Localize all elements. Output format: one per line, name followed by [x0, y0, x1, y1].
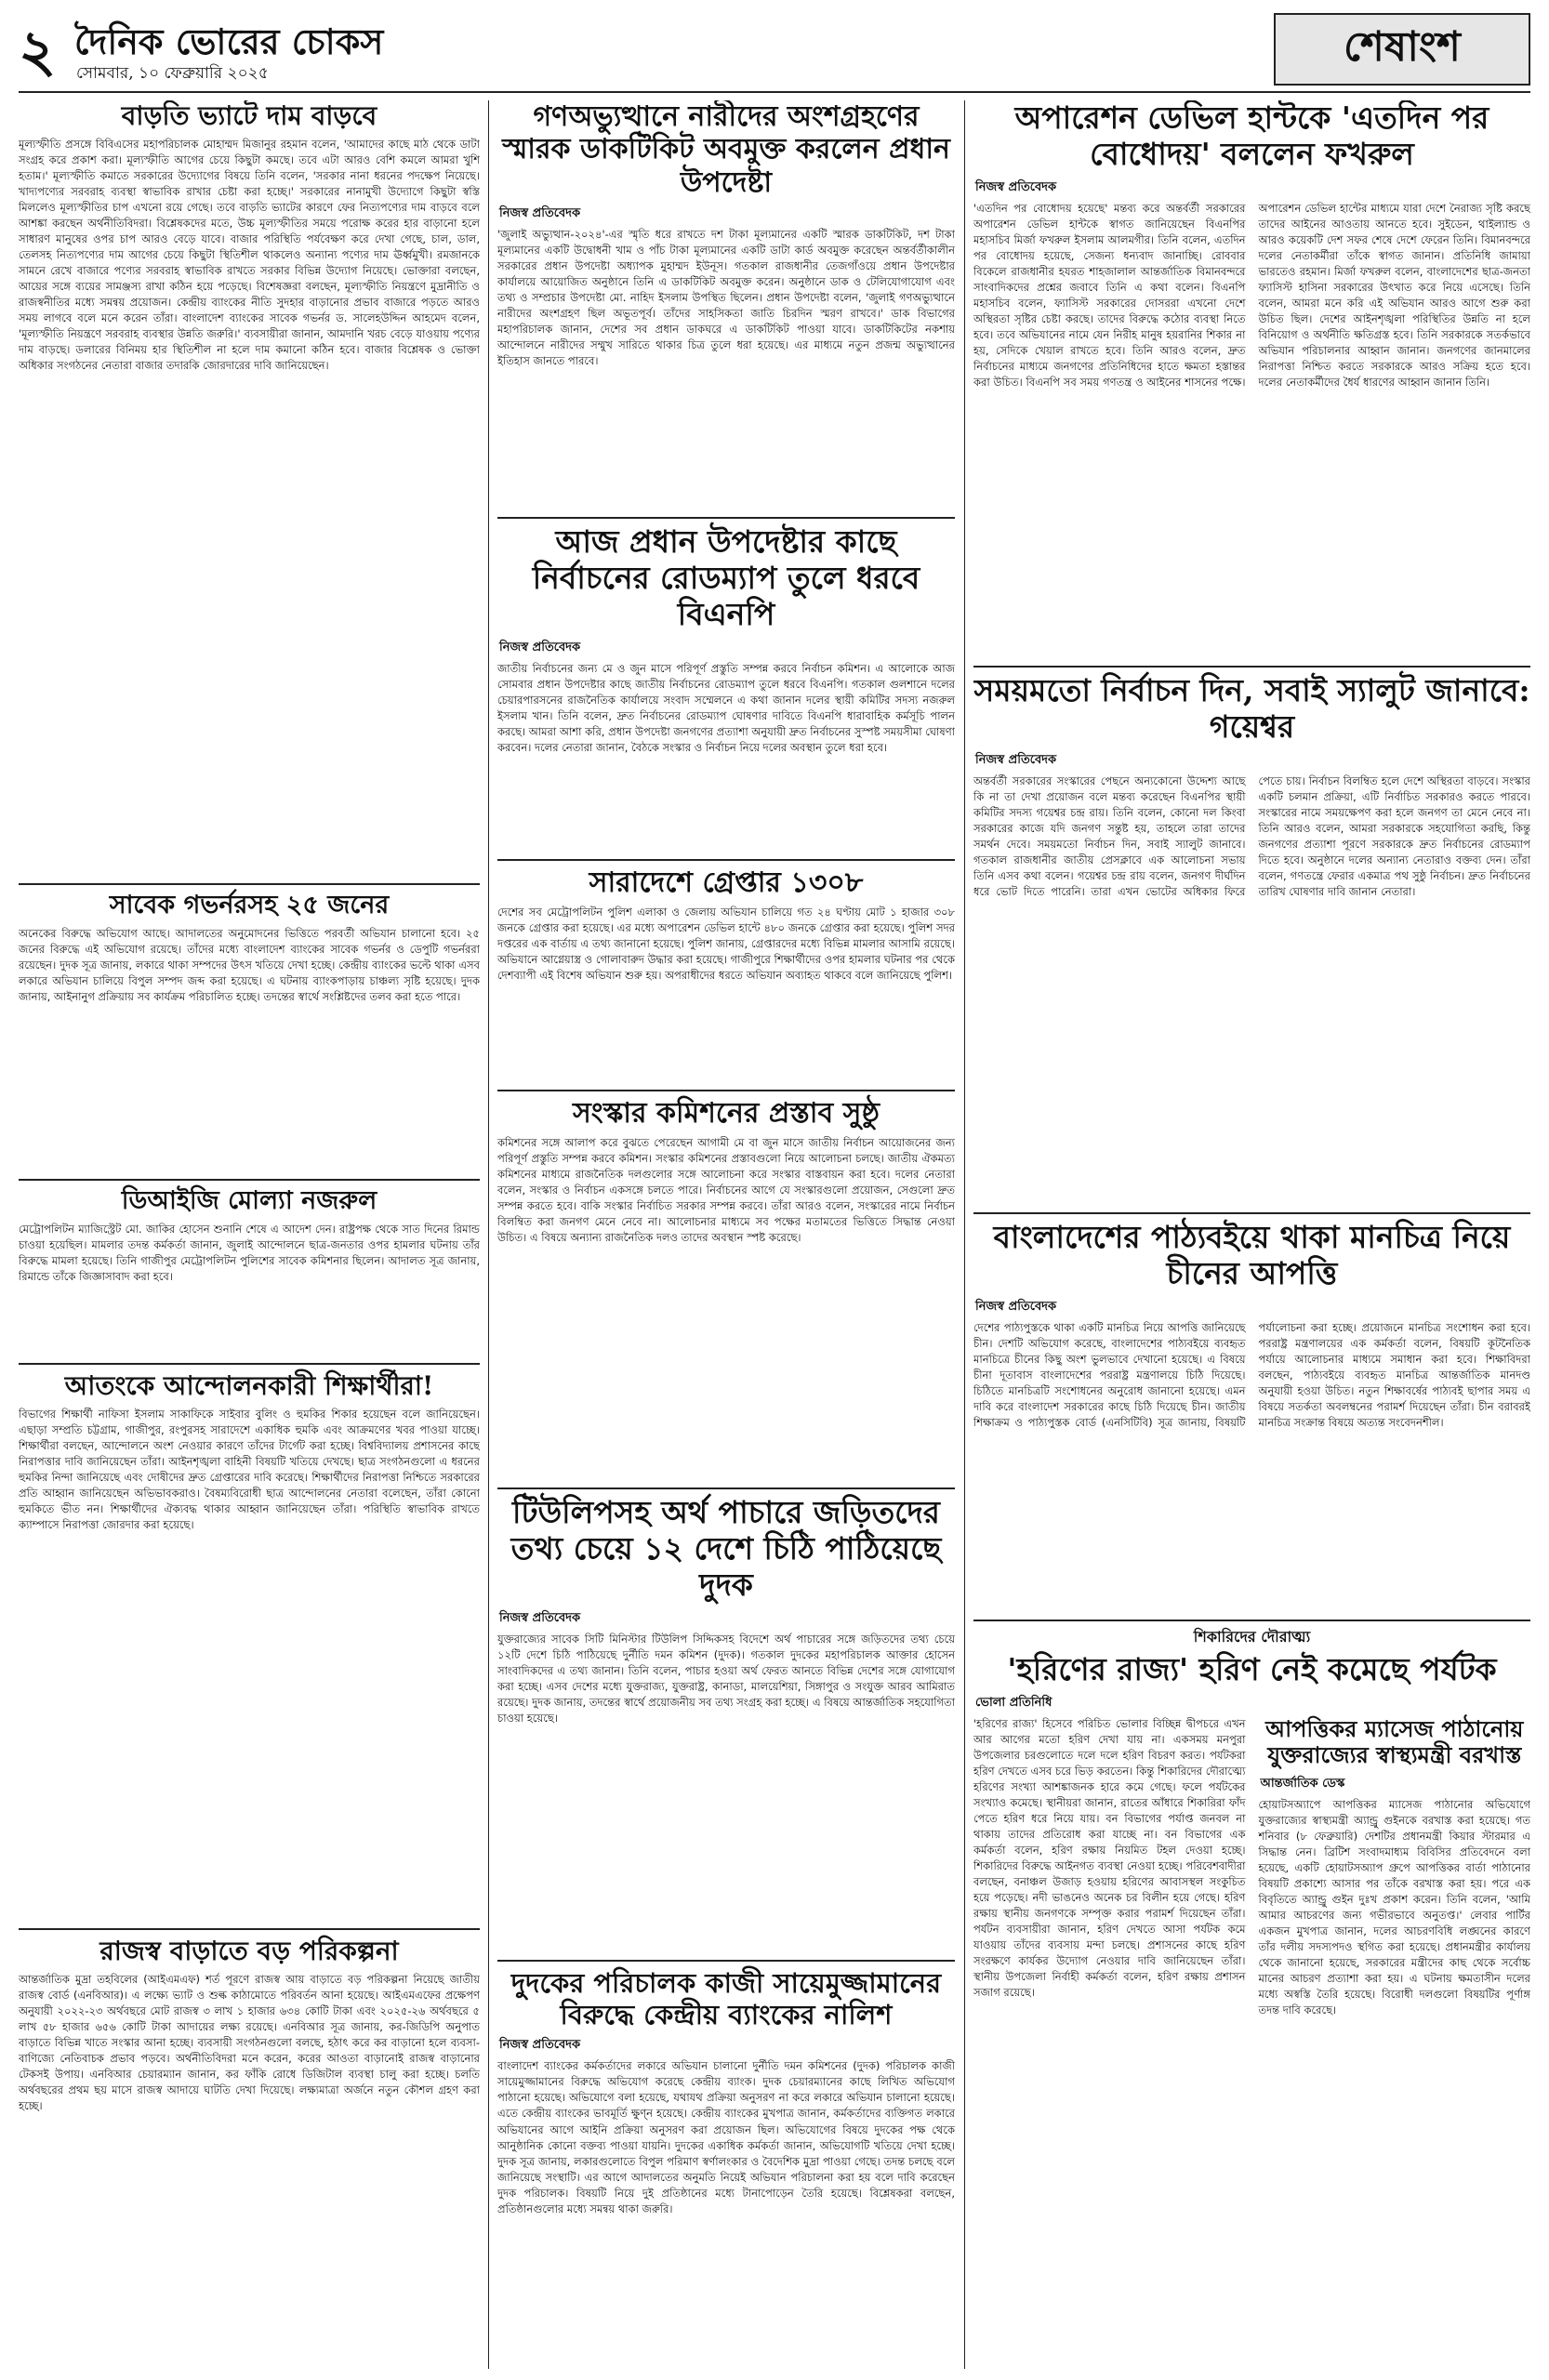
- byline-devil-hunt: নিজস্ব প্রতিবেদক: [975, 179, 1057, 194]
- headline-vat: বাড়তি ভ্যাটে দাম বাড়বে: [121, 100, 377, 131]
- byline-roadmap: নিজস্ব প্রতিবেদক: [499, 640, 581, 654]
- article-election: [973, 666, 1530, 1205]
- article-governor: [19, 883, 480, 1171]
- article-roadmap: [497, 517, 955, 852]
- headline-map: বাংলাদেশের পাঠ্যবইয়ে থাকা মানচিত্র নিয়ে চীনের আপত্তি: [993, 1219, 1511, 1291]
- byline-election: নিজস্ব প্রতিবেদক: [975, 752, 1057, 767]
- publication-date: সোমবার, ১০ ফেব্রুয়ারি ২০২৫: [76, 64, 269, 83]
- divider: [497, 1090, 955, 1091]
- byline-map: নিজস্ব প্রতিবেদক: [975, 1299, 1057, 1314]
- column-divider-1: [488, 100, 489, 2369]
- body-devil-hunt: 'এতদিন পর বোধোদয় হয়েছে' মন্তব্য করে অন্তর্বর্তী সরকারের অপারেশন ডেভিল হান্টকে স্বাগত জানিয়েছেন বিএনপির মহাসচিব মির্জা ফখরুল ইসলাম আলমগীর। তিনি বলেন, এতদিন পর বোধোদয় হয়েছে, সেজন্য ধন্যবাদ জানাচ্ছি। রোববার বিকেলে রাজধানীর হযরত শাহজালাল আন্তর্জাতিক বিমানবন্দরে সাংবাদিকদের প্রশ্নের জবাবে তিনি এ কথা বলেন। বিএনপি মহাসচিব বলেন, ফ্যাসিস্ট সরকারের দোসররা এখনো দেশে অস্থিরতা সৃষ্টির চেষ্টা করছে। তাদের বিরুদ্ধে কঠোর ব্যবস্থা নিতে হবে। তবে অভিযানের নামে যেন নিরীহ মানুষ হয়রানির শিকার না হয়, সেদিকে খেয়াল রাখতে হবে। তিনি আরও বলেন, দ্রুত নির্বাচনের মাধ্যমে জনগণের প্রতিনিধিদের হাতে ক্ষমতা হস্তান্তর করা উচিত। বিএনপি সব সময় গণতন্ত্র ও আইনের শাসনের পক্ষে। অপারেশন ডেভিল হান্টের মাধ্যমে যারা দেশে নৈরাজ্য সৃষ্টি করছে তাদের আইনের আওতায় আনতে হবে। সুইডেন, থাইল্যান্ড ও আরও কয়েকটি দেশ সফর শেষে দেশে ফেরেন তিনি। বিমানবন্দরে দলের নেতাকর্মীরা তাঁকে স্বাগত জানান। প্রতিনিধি জামায়া ভারতেও রহমান। মির্জা ফখরুল বলেন, বাংলাদেশের ছাত্র-জনতা ফ্যাসিস্ট হাসিনা সরকারের উৎখাত করে নিয়ে এসেছে। তিনি বলেন, আমরা মনে করি এই অভিযান আরও আগে শুরু করা উচিত ছিল। দেশের আইনশৃঙ্খলা পরিস্থিতির উন্নতি না হলে বিনিয়োগ ও অর্থনীতি ক্ষতিগ্রস্ত হবে। তিনি সরকারকে সতর্কভাবে অভিযান পরিচালনার আহ্বান জানান। জনগণের জানমালের নিরাপত্তা নিশ্চিত করতে সরকারকে আরও সক্রিয় হতে হবে। দলের নেতাকর্মীদের ধৈর্য ধারণের আহ্বান জানান তিনি।: [973, 201, 1530, 390]
- headline-uk-minister: আপত্তিকর ম্যাসেজ পাঠানোয় যুক্তরাজ্যের স্বাস্থ্যমন্ত্রী বরখাস্ত: [1265, 1714, 1524, 1769]
- article-women: [497, 100, 955, 509]
- headline-governor: সাবেক গভর্নরসহ ২৫ জনের: [109, 891, 390, 919]
- body-tulip: যুক্তরাজ্যের সাবেক সিটি মিনিস্টার টিউলিপ সিদ্দিকসহ বিদেশে অর্থ পাচারের সঙ্গে জড়িতদের তথ্য চেয়ে ১২টি দেশে চিঠি পাঠিয়েছে দুর্নীতি দমন কমিশন (দুদক)। গতকাল দুদকের মহাপরিচালক আক্তার হোসেন সাংবাদিকদের এ তথ্য জানান। তিনি বলেন, পাচার হওয়া অর্থ ফেরত আনতে বিভিন্ন দেশের সঙ্গে যোগাযোগ করা হচ্ছে। এসব দেশের মধ্যে যুক্তরাজ্য, যুক্তরাষ্ট্র, কানাডা, মালয়েশিয়া, সিঙ্গাপুর ও সংযুক্ত আরব আমিরাত রয়েছে। দুদক জানায়, তদন্তের স্বার্থে প্রয়োজনীয় সব তথ্য সংগ্রহ করা হচ্ছে। এ বিষয়ে আন্তর্জাতিক সহযোগিতা চাওয়া হয়েছে।: [497, 1632, 955, 1725]
- headline-election: সময়মতো নির্বাচন দিন, সবাই স্যালুট জানাবে: গয়েশ্বর: [973, 672, 1530, 745]
- column-divider-2: [964, 100, 965, 2369]
- body-students: বিভাগের শিক্ষার্থী নাফিসা ইসলাম সাকাফিকে সাইবার বুলিং ও হুমকির শিকার হয়েছেন বলে জানিয়েছেন। এছাড়া সম্প্রতি চট্টগ্রাম, গাজীপুর, রংপুরসহ সারাদেশে একাধিক হুমকি এবং আক্রমণের খবর পাওয়া যাচ্ছে। শিক্ষার্থীরা বলছেন, আন্দোলনে অংশ নেওয়ার কারণে তাঁদের টার্গেট করা হচ্ছে। বিশ্ববিদ্যালয় প্রশাসনের কাছে নিরাপত্তার দাবি জানিয়েছেন তাঁরা। আইনশৃঙ্খলা বাহিনী বিষয়টি খতিয়ে দেখছে। ছাত্র সংগঠনগুলো এ ধরনের হুমকির নিন্দা জানিয়েছে এবং দোষীদের দ্রুত গ্রেপ্তারের দাবি করেছে। শিক্ষার্থীদের নিরাপত্তা নিশ্চিতে সরকারের প্রতি আহ্বান জানিয়েছেন অভিভাবকরাও। বৈষম্যবিরোধী ছাত্র আন্দোলনের নেতারা বলেছেন, তাঁরা কোনো হুমকিতে ভীত নন। শিক্ষার্থীদের ঐক্যবদ্ধ থাকার আহ্বান জানিয়েছেন তাঁরা। পরিস্থিতি স্বাভাবিক রাখতে ক্যাম্পাসে নিরাপত্তা জোরদার করা হয়েছে।: [19, 1408, 480, 1532]
- headline-acc-court: দুদকের পরিচালক কাজী সায়েমুজ্জামানের বিরুদ্ধে কেন্দ্রীয় ব্যাংকের নালিশ: [510, 1967, 942, 2031]
- body-arrest: দেশের সব মেট্রোপলিটন পুলিশ এলাকা ও জেলায় অভিযান চালিয়ে গত ২৪ ঘণ্টায় মোট ১ হাজার ৩০৮ জনকে গ্রেপ্তার করা হয়েছে। এর মধ্যে অপারেশন ডেভিল হান্টে ৪৮০ জনকে গ্রেপ্তার করা হয়েছে। পুলিশ সদর দপ্তরের এক বার্তায় এ তথ্য জানানো হয়েছে। পুলিশ জানায়, গ্রেপ্তারদের মধ্যে বিভিন্ন মামলার আসামি রয়েছে। অভিযানে আগ্নেয়াস্ত্র ও গোলাবারুদ উদ্ধার করা হয়েছে। গাজীপুরে শিক্ষার্থীদের ওপর হামলার ঘটনার পর থেকে দেশব্যাপী এই বিশেষ অভিযান শুরু হয়। অপরাধীদের ধরতে অভিযান অব্যাহত থাকবে বলে জানিয়েছে পুলিশ।: [497, 906, 955, 983]
- byline-uk-minister: আন্তর্জাতিক ডেস্ক: [1260, 1776, 1345, 1791]
- divider: [497, 1488, 955, 1489]
- divider: [19, 883, 480, 885]
- body-dig: মেট্রোপলিটন ম্যাজিস্ট্রেট মো. জাকির হোসেন শুনানি শেষে এ আদেশ দেন। রাষ্ট্রপক্ষ থেকে সাত দিনের রিমান্ড চাওয়া হয়েছিল। মামলার তদন্ত কর্মকর্তা জানান, জুলাই আন্দোলনে ছাত্র-জনতার ওপর হামলার ঘটনায় তাঁর বিরুদ্ধে মামলা হয়েছে। তিনি গাজীপুর মেট্রোপলিটন পুলিশের সাবেক কমিশনার ছিলেন। আদালত সূত্র জানায়, রিমান্ডে তাঁকে জিজ্ঞাসাবাদ করা হবে।: [19, 1222, 480, 1283]
- body-roadmap: জাতীয় নির্বাচনের জন্য মে ও জুন মাসে পরিপূর্ণ প্রস্তুতি সম্পন্ন করবে নির্বাচন কমিশন। এ আলোকে আজ সোমবার প্রধান উপদেষ্টার কাছে জাতীয় নির্বাচনের রোডম্যাপ তুলে ধরবে বিএনপি। গতকাল গুলশানে দলের চেয়ারপারসনের রাজনৈতিক কার্যালয়ে সংবাদ সম্মেলনে এ কথা জানান দলের স্থায়ী কমিটির সদস্য নজরুল ইসলাম খান। তিনি বলেন, দ্রুত নির্বাচনের রোডম্যাপ ঘোষণার দাবিতে বিএনপি ধারাবাহিক কর্মসূচি পালন করছে। আমরা আশা করি, প্রধান উপদেষ্টা জনগণের প্রত্যাশা অনুযায়ী দ্রুত নির্বাচনের সুস্পষ্ট সময়সীমা ঘোষণা করবেন। দলের নেতারা জানান, বৈঠকে সংস্কার ও নির্বাচন নিয়ে দলের অবস্থান তুলে ধরা হবে।: [497, 661, 955, 754]
- headline-roadmap: আজ প্রধান উপদেষ্টার কাছে নির্বাচনের রোডম্যাপ তুলে ধরবে বিএনপি: [532, 523, 920, 632]
- divider: [19, 1928, 480, 1930]
- headline-tulip: টিউলিপসহ অর্থ পাচারে জড়িতদের তথ্য চেয়ে ১২ দেশে চিঠি পাঠিয়েছে দুদক: [510, 1494, 942, 1603]
- article-uk-minister: [1259, 1716, 1531, 2018]
- byline-deer: ভোলা প্রতিনিধি: [975, 1695, 1053, 1710]
- headline-women: গণঅভ্যুত্থানে নারীদের অংশগ্রহণের স্মারক ডাকটিকিট অবমুক্ত করলেন প্রধান উপদেষ্টা: [502, 100, 950, 199]
- kicker-deer: শিকারিদের দৌরাত্ম্য: [1193, 1628, 1311, 1646]
- byline-tulip: নিজস্ব প্রতিবেদক: [499, 1610, 581, 1625]
- body-uk-minister: হোয়াটসঅ্যাপে আপত্তিকর ম্যাসেজ পাঠানোর অভিযোগে যুক্তরাজ্যের স্বাস্থ্যমন্ত্রী অ্যান্ড্রু গুইনকে বরখাস্ত করা হয়েছে। গত শনিবার (৮ ফেব্রুয়ারি) দেশটির প্রধানমন্ত্রী কিয়ার স্টারমার এ সিদ্ধান্ত নেন। ব্রিটিশ সংবাদমাধ্যম বিবিসির প্রতিবেদনে বলা হয়েছে, একটি হোয়াটসঅ্যাপ গ্রুপে আপত্তিকর বার্তা পাঠানোর বিষয়টি প্রকাশ্যে আসার পর তাঁকে বরখাস্ত করা হয়। পরে এক বিবৃতিতে অ্যান্ড্রু গুইন দুঃখ প্রকাশ করেন। তিনি বলেন, 'আমি আমার আচরণের জন্য গভীরভাবে অনুতপ্ত।' লেবার পার্টির একজন মুখপাত্র জানান, দলের আচরণবিধি লঙ্ঘনের কারণে তাঁর দলীয় সদস্যপদও স্থগিত করা হয়েছে। প্রধানমন্ত্রীর কার্যালয় থেকে জানানো হয়েছে, সরকারের মন্ত্রীদের কাছ থেকে সর্বোচ্চ মানের আচরণ প্রত্যাশা করা হয়। এ ঘটনায় ক্ষমতাসীন দলের মধ্যে অস্বস্তি তৈরি হয়েছে। বিরোধী দলগুলো বিষয়টির পূর্ণাঙ্গ তদন্ত দাবি করেছে।: [1258, 1797, 1530, 2016]
- article-dig: [19, 1179, 480, 1355]
- headline-revenue: রাজস্ব বাড়াতে বড় পরিকল্পনা: [99, 1936, 399, 1966]
- headline-arrest: সারাদেশে গ্রেপ্তার ১৩০৮: [589, 866, 864, 899]
- byline-women: নিজস্ব প্রতিবেদক: [499, 206, 581, 221]
- body-acc-court: বাংলাদেশ ব্যাংকের কর্মকর্তাদের লকারে অভিযান চালানো দুর্নীতি দমন কমিশনের (দুদক) পরিচালক কাজী সায়েমুজ্জামানের বিরুদ্ধে অভিযোগ করেছে কেন্দ্রীয় ব্যাংক। দুদক চেয়ারম্যানের কাছে লিখিত অভিযোগ পাঠানো হয়েছে। অভিযোগে বলা হয়েছে, যথাযথ প্রক্রিয়া অনুসরণ না করে লকারে অভিযান চালানো হয়েছে। এতে কেন্দ্রীয় ব্যাংকের ভাবমূর্তি ক্ষুণ্ন হয়েছে। কেন্দ্রীয় ব্যাংকের মুখপাত্র জানান, কর্মকর্তাদের ব্যক্তিগত লকারে অভিযানের আগে আইনি প্রক্রিয়া অনুসরণ করা প্রয়োজন ছিল। অভিযোগের বিষয়ে দুদকের পক্ষ থেকে আনুষ্ঠানিক কোনো বক্তব্য পাওয়া যায়নি। দুদকের একাধিক কর্মকর্তা জানান, অভিযোগটি খতিয়ে দেখা হচ্ছে। দুদক সূত্র জানায়, লকারগুলোতে বিপুল পরিমাণ স্বর্ণালংকার ও বৈদেশিক মুদ্রা পাওয়া গেছে। তদন্ত চলছে বলে জানিয়েছে সংস্থাটি। এর আগে আদালতের অনুমতি নিয়েই অভিযান পরিচালনা করা হয় বলে দাবি করেছেন দুদক পরিচালক। বিষয়টি নিয়ে দুই প্রতিষ্ঠানের মধ্যে টানাপোড়েন তৈরি হয়েছে। বিশ্লেষকরা বলছেন, প্রতিষ্ঠানগুলোর মধ্যে সমন্বয় থাকা জরুরি।: [497, 2059, 955, 2215]
- article-reform: [497, 1090, 955, 1480]
- divider: [497, 517, 955, 519]
- article-tulip: [497, 1488, 955, 1952]
- body-revenue: আন্তর্জাতিক মুদ্রা তহবিলের (আইএমএফ) শর্ত পূরণে রাজস্ব আয় বাড়াতে বড় পরিকল্পনা নিয়েছে জাতীয় রাজস্ব বোর্ড (এনবিআর)। এ লক্ষ্যে ভ্যাট ও শুল্ক কাঠামোতে পরিবর্তন আনা হয়েছে। আইএমএফের প্রক্ষেপণ অনুযায়ী ২০২২-২৩ অর্থবছরে মোট রাজস্ব ৩ লাখ ১ হাজার ৬৩৪ কোটি টাকা এবং ২০২৫-২৬ অর্থবছরে ৫ লাখ ৫৮ হাজার ৬৫৬ কোটি টাকা আদায়ের লক্ষ্য রয়েছে। এনবিআর সূত্র জানায়, কর-জিডিপি অনুপাত বাড়াতে বিভিন্ন খাতে সংস্কার আনা হচ্ছে। ব্যবসায়ী সংগঠনগুলো বলছে, হঠাৎ করে কর বাড়ানো হলে ব্যবসা-বাণিজ্যে নেতিবাচক প্রভাব পড়বে। অর্থনীতিবিদরা মনে করেন, করের আওতা বাড়ানোই রাজস্ব বাড়ানোর টেকসই উপায়। এনবিআর চেয়ারম্যান জানান, কর ফাঁকি রোধে ডিজিটাল ব্যবস্থা চালু করা হচ্ছে। চলতি অর্থবছরের প্রথম ছয় মাসে রাজস্ব আদায়ে ঘাটতি দেখা দিয়েছে। লক্ষ্যমাত্রা অর্জনে নতুন কৌশল গ্রহণ করা হচ্ছে।: [19, 1973, 480, 2113]
- article-deer: [973, 1620, 1530, 2365]
- article-revenue: [19, 1928, 480, 2365]
- article-map: [973, 1212, 1530, 1612]
- article-devil-hunt: [973, 100, 1530, 658]
- body-election: অন্তর্বর্তী সরকারের সংস্কারের পেছনে অন্যকোনো উদ্দেশ্য আছে কি না তা দেখা প্রয়োজন বলে মন্তব্য করেছেন বিএনপির স্থায়ী কমিটির সদস্য গয়েশ্বর চন্দ্র রায়। তিনি বলেন, কোনো দল কিংবা সরকারের কাজে যদি জনগণ সন্তুষ্ট হয়, তাহলে তারা তাদের সমর্থন দেবে। সময়মতো নির্বাচন দিন, সবাই স্যালুট জানাবে। গতকাল রাজধানীর জাতীয় প্রেসক্লাবে এক আলোচনা সভায় তিনি এসব কথা বলেন। গয়েশ্বর চন্দ্র রায় বলেন, জনগণ দীর্ঘদিন ধরে ভোট দিতে পারেনি। তারা এখন ভোটের অধিকার ফিরে পেতে চায়। নির্বাচন বিলম্বিত হলে দেশে অস্থিরতা বাড়বে। সংস্কার একটি চলমান প্রক্রিয়া, এটি নির্বাচিত সরকারও করতে পারবে। সংস্কারের নামে সময়ক্ষেপণ করা হলে জনগণ তা মেনে নেবে না। তিনি আরও বলেন, আমরা সরকারকে সহযোগিতা করছি, কিন্তু জনগণের প্রত্যাশা পূরণে সরকারকে দ্রুত নির্বাচনের রোডম্যাপ দিতে হবে। অনুষ্ঠানে দলের অন্যান্য নেতারাও বক্তব্য দেন। তাঁরা বলেন, গণতন্ত্রে ফেরার একমাত্র পথ সুষ্ঠু নির্বাচন। দ্রুত নির্বাচনের তারিখ ঘোষণার দাবি জানান নেতারা।: [973, 774, 1530, 898]
- headline-students: আতংকে আন্দোলনকারী শিক্ষার্থীরা!: [64, 1370, 434, 1401]
- divider: [973, 666, 1530, 668]
- article-students: [19, 1363, 480, 1921]
- divider: [973, 1212, 1530, 1214]
- section-title: শেষাংশ: [1274, 13, 1530, 86]
- divider: [19, 1363, 480, 1365]
- article-arrest: [497, 859, 955, 1082]
- divider: [19, 1179, 480, 1181]
- headline-dig: ডিআইজি মোল্যা নজরুল: [121, 1186, 377, 1215]
- deer-uk-layout: [973, 1716, 1530, 2018]
- byline-acc-court: নিজস্ব প্রতিবেদক: [499, 2038, 581, 2053]
- headline-reform: সংস্কার কমিশনের প্রস্তাব সুষ্ঠু: [572, 1097, 880, 1130]
- divider: [973, 1620, 1530, 1621]
- body-map: দেশের পাঠ্যপুস্তকে থাকা একটি মানচিত্র নিয়ে আপত্তি জানিয়েছে চীন। দেশটি অভিযোগ করেছে, বাংলাদেশের পাঠ্যবইয়ে ব্যবহৃত মানচিত্রে চীনের কিছু অংশ ভুলভাবে দেখানো হয়েছে। এ বিষয়ে চীনা দূতাবাস বাংলাদেশের পররাষ্ট্র মন্ত্রণালয়ে চিঠি দিয়েছে। চিঠিতে মানচিত্রটি সংশোধনের অনুরোধ জানানো হয়েছে। এমন দাবি করে বাংলাদেশ সরকারের কাছে চিঠি দিয়েছে চীন। জাতীয় শিক্ষাক্রম ও পাঠ্যপুস্তক বোর্ড (এনসিটিবি) সূত্র জানায়, বিষয়টি পর্যালোচনা করা হচ্ছে। প্রয়োজনে মানচিত্র সংশোধন করা হবে। পররাষ্ট্র মন্ত্রণালয়ের এক কর্মকর্তা বলেন, বিষয়টি কূটনৈতিক পর্যায়ে আলোচনার মাধ্যমে সমাধান করা হবে। শিক্ষাবিদরা বলছেন, পাঠ্যবইয়ে ব্যবহৃত মানচিত্র আন্তর্জাতিক মানদণ্ড অনুযায়ী হওয়া উচিত। নতুন শিক্ষাবর্ষের পাঠ্যবই ছাপার সময় এ বিষয়ে সতর্কতা অবলম্বনের পরামর্শ দিয়েছেন তাঁরা। চীন বরাবরই মানচিত্র সংক্রান্ত বিষয়ে অত্যন্ত সংবেদনশীল।: [973, 1320, 1530, 1429]
- headline-devil-hunt: অপারেশন ডেভিল হান্টকে 'এতদিন পর বোধোদয়' বললেন ফখরুল: [1014, 100, 1489, 172]
- body-women: 'জুলাই অভ্যুত্থান-২০২৪'-এর স্মৃতি ধরে রাখতে দশ টাকা মূল্যমানের একটি স্মারক ডাকটিকিট, দশ টাকা মূল্যমানের একটি উদ্বোধনী খাম ও পাঁচ টাকা মূল্যমানের একটি ডাটা কার্ড অবমুক্ত করেছেন অন্তর্বর্তীকালীন সরকারের প্রধান উপদেষ্টা অধ্যাপক মুহাম্মদ ইউনূস। গতকাল রাজধানীর তেজগাঁওয়ে প্রধান উপদেষ্টার কার্যালয়ে আয়োজিত অনুষ্ঠানে তিনি এ ডাকটিকিট অবমুক্ত করেন। অনুষ্ঠানে ডাক ও টেলিযোগাযোগ এবং তথ্য ও সম্প্রচার উপদেষ্টা মো. নাহিদ ইসলাম উপস্থিত ছিলেন। প্রধান উপদেষ্টা বলেন, 'জুলাই গণঅভ্যুত্থানে নারীদের অংশগ্রহণ ছিল অভূতপূর্ব। তাঁদের সাহসিকতা জাতি চিরদিন স্মরণ রাখবে।' ডাক বিভাগের মহাপরিচালক জানান, দেশের সব প্রধান ডাকঘরে এ ডাকটিকিট পাওয়া যাবে। ডাকটিকিটের নকশায় আন্দোলনে নারীদের সম্মুখ সারিতে থাকার চিত্র তুলে ধরা হয়েছে। এর মাধ্যমে নতুন প্রজন্ম অভ্যুত্থানের ইতিহাস জানতে পারবে।: [497, 228, 955, 368]
- masthead: [19, 13, 1530, 86]
- article-acc-court: [497, 1960, 955, 2365]
- divider: [497, 1960, 955, 1962]
- paper-name: দৈনিক ভোরের চোকস: [74, 20, 384, 62]
- headline-deer: 'হরিণের রাজ্য' হরিণ নেই কমেছে পর্যটক: [1007, 1651, 1497, 1687]
- body-deer: 'হরিণের রাজ্য' হিসেবে পরিচিত ভোলার বিচ্ছিন্ন দ্বীপচরে এখন আর আগের মতো হরিণ দেখা যায় না। একসময় মনপুরা উপজেলার চরগুলোতে দলে দলে হরিণ বিচরণ করত। পর্যটকরা হরিণ দেখতে এসব চরে ভিড় করতেন। কিন্তু শিকারিদের দৌরাত্ম্যে হরিণের সংখ্যা আশঙ্কাজনক হারে কমে গেছে। ফলে পর্যটকের সংখ্যাও কমেছে। স্থানীয়রা জানান, রাতের আঁধারে শিকারিরা ফাঁদ পেতে হরিণ ধরে নিয়ে যায়। বন বিভাগের পর্যাপ্ত জনবল না থাকায় তাদের প্রতিরোধ করা যাচ্ছে না। বন বিভাগের এক কর্মকর্তা বলেন, হরিণ রক্ষায় নিয়মিত টহল দেওয়া হচ্ছে। শিকারিদের বিরুদ্ধে আইনগত ব্যবস্থা নেওয়া হচ্ছে। পরিবেশবাদীরা বলছেন, বনাঞ্চল উজাড় হওয়ায় হরিণের আবাসস্থল সংকুচিত হয়ে পড়েছে। নদী ভাঙনেও অনেক চর বিলীন হয়ে গেছে। হরিণ রক্ষায় স্থানীয় জনগণকে সম্পৃক্ত করার পরামর্শ দিয়েছেন তাঁরা। পর্যটন ব্যবসায়ীরা জানান, হরিণ দেখতে আসা পর্যটক কমে যাওয়ায় তাঁদের ব্যবসায় মন্দা চলছে। প্রশাসনের কাছে হরিণ সংরক্ষণে কার্যকর উদ্যোগ নেওয়ার দাবি জানিয়েছেন তাঁরা। স্থানীয় উপজেলা নির্বাহী কর্মকর্তা বলেন, হরিণ রক্ষায় প্রশাসন সজাগ রয়েছে।: [973, 1716, 1246, 2000]
- body-vat: মূল্যস্ফীতি প্রসঙ্গে বিবিএসের মহাপরিচালক মোহাম্মদ মিজানুর রহমান বলেন, 'আমাদের কাছে মাঠ থেকে ডাটা সংগ্রহ করে প্রকাশ করা। মূল্যস্ফীতি আগের চেয়ে কিছুটা কমছে। তবে এটা আরও বেশি কমলে আমরা খুশি হতাম।' মূল্যস্ফীতি কমাতে সরকারের উদ্যোগের বিষয়ে তিনি বলেন, 'সরকার নানা ধরনের পদক্ষেপ নিয়েছে। খাদ্যপণ্যের সরবরাহ ব্যবস্থা স্বাভাবিক রাখার চেষ্টা করা হচ্ছে।' সরকারের নানামুখী উদ্যোগে কিছুটা স্বস্তি মিললেও মূল্যস্ফীতির চাপ এখনো রয়ে গেছে। তবে বাড়তি ভ্যাটের কারণে ফের নিত্যপণ্যের দাম বাড়বে বলে আশঙ্কা করছেন অর্থনীতিবিদরা। বিশ্লেষকদের মতে, উচ্চ মূল্যস্ফীতির সময়ে পরোক্ষ করের হার বাড়ানো হলে সাধারণ মানুষের ওপর চাপ আরও বেড়ে যাবে। বাজার পরিস্থিতি পর্যবেক্ষণ করে দেখা গেছে, চাল, ডাল, তেলসহ নিত্যপণ্যের দাম আগের চেয়ে কিছুটা স্থিতিশীল থাকলেও অন্যান্য পণ্যের দাম ঊর্ধ্বমুখী। রমজানকে সামনে রেখে বাজারে পণ্যের সরবরাহ স্বাভাবিক রাখতে সরকার বিভিন্ন উদ্যোগ নিয়েছে। ভোক্তারা বলছেন, আয়ের সঙ্গে ব্যয়ের সামঞ্জস্য রাখা কঠিন হয়ে পড়েছে। বিশেষজ্ঞরা বলছেন, মূল্যস্ফীতি নিয়ন্ত্রণে মুদ্রানীতি ও রাজস্বনীতির মধ্যে সমন্বয় প্রয়োজন। কেন্দ্রীয় ব্যাংকের নীতি সুদহার বাড়ানোর প্রভাব বাজারে পড়তে আরও সময় লাগবে বলে মনে করেন তাঁরা। বাংলাদেশ ব্যাংকের সাবেক গভর্নর ড. সালেহউদ্দিন আহমেদ বলেন, 'মূল্যস্ফীতি নিয়ন্ত্রণে সরবরাহ ব্যবস্থার উন্নতি জরুরি।' ব্যবসায়ীরা জানান, আমদানি খরচ বেড়ে যাওয়ায় পণ্যের দাম বাড়ছে। ডলারের বিনিময় হার স্থিতিশীল না হলে দাম কমানো কঠিন হবে। বাজার বিশ্লেষক ও ভোক্তা অধিকার সংগঠনের নেতারা বাজার তদারকি জোরদারের দাবি জানিয়েছেন।: [19, 138, 480, 373]
- article-vat: [19, 100, 480, 877]
- divider: [497, 859, 955, 861]
- body-governor: অনেকের বিরুদ্ধে অভিযোগ আছে। আদালতের অনুমোদনের ভিত্তিতে পরবর্তী অভিযান চালানো হবে। ২৫ জনের বিরুদ্ধে এই অভিযোগ রয়েছে। তাঁদের মধ্যে বাংলাদেশ ব্যাংকের সাবেক গভর্নর ও ডেপুটি গভর্নররা রয়েছেন। দুদক সূত্র জানায়, লকারে থাকা সম্পদের উৎস খতিয়ে দেখা হচ্ছে। কেন্দ্রীয় ব্যাংকের ভল্টে থাকা এসব লকারে অভিযান চালিয়ে বিপুল সম্পদ জব্দ করা হয়েছে। এ ঘটনায় ব্যাংকপাড়ায় চাঞ্চল্য সৃষ্টি হয়েছে। দুদক জানায়, আইনানুগ প্রক্রিয়ায় সব কার্যক্রম পরিচালিত হচ্ছে। তদন্তের স্বার্থে সংশ্লিষ্টদের তলব করা হতে পারে।: [19, 926, 480, 1003]
- page-number: ২: [19, 17, 57, 85]
- masthead-rule: [19, 91, 1530, 93]
- body-reform: কমিশনের সঙ্গে আলাপ করে বুঝতে পেরেছেন আগামী মে বা জুন মাসে জাতীয় নির্বাচন আয়োজনের জন্য পরিপূর্ণ প্রস্তুতি সম্পন্ন করবে কমিশন। সংস্কার কমিশনের প্রস্তাবগুলো নিয়ে আলোচনা চলছে। জাতীয় ঐকমত্য কমিশনের মাধ্যমে রাজনৈতিক দলগুলোর সঙ্গে আলোচনা করে সংস্কার বাস্তবায়ন করা হবে। দলের নেতারা বলেন, সংস্কার ও নির্বাচন একসঙ্গে চলতে পারে। নির্বাচনের আগে যে সংস্কারগুলো প্রয়োজন, সেগুলো দ্রুত সম্পন্ন করতে হবে। বাকি সংস্কার নির্বাচিত সরকার সম্পন্ন করবে। তাঁরা আরও বলেন, সংস্কারের নামে নির্বাচন বিলম্বিত করা জনগণ মেনে নেবে না। আলোচনার মাধ্যমে সব পক্ষের মতামতের ভিত্তিতে সিদ্ধান্ত নেওয়া উচিত। এ বিষয়ে অন্যান্য রাজনৈতিক দলও তাদের অবস্থান স্পষ্ট করেছে।: [497, 1136, 955, 1245]
